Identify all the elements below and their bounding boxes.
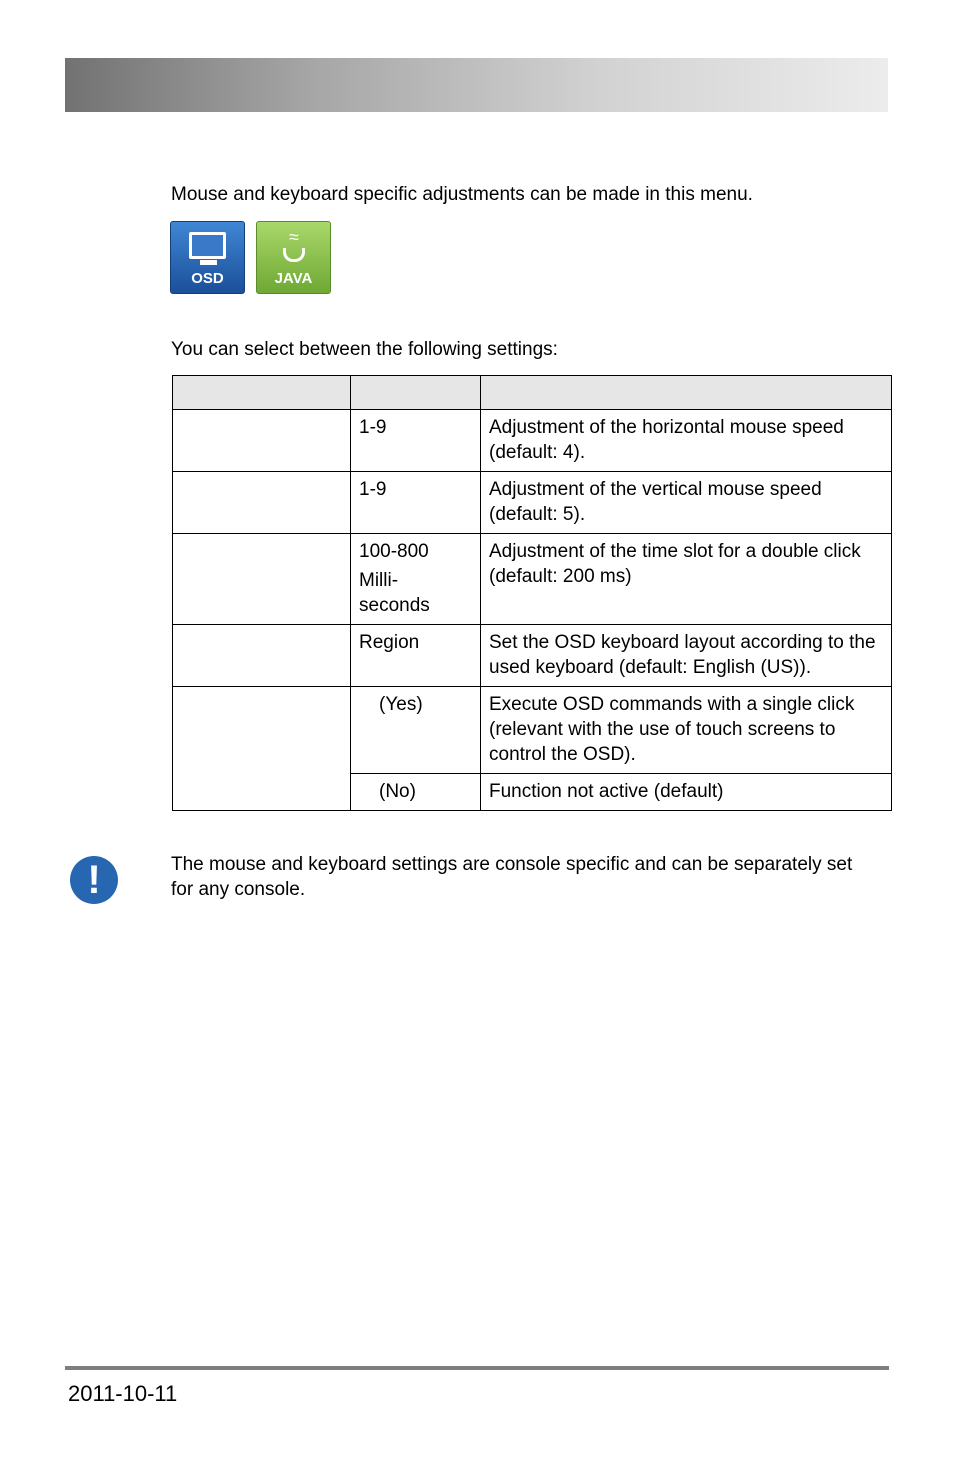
value-cell: (No)	[351, 774, 481, 811]
osd-badge	[170, 221, 245, 294]
note-text: The mouse and keyboard settings are console specific and can be separately set for any console.	[171, 854, 853, 900]
setting-cell	[173, 687, 351, 811]
value-cell: 1-9	[351, 472, 481, 534]
java-badge	[256, 221, 331, 294]
setting-cell	[173, 472, 351, 534]
monitor-stand	[200, 260, 217, 265]
header-bar	[65, 58, 888, 112]
select-text: You can select between the following settings:	[171, 339, 558, 360]
description-cell: Execute OSD commands with a single click (relevant with the use of touch screens to control the OSD).	[481, 687, 892, 774]
java-cup-icon	[283, 248, 305, 262]
header-setting	[173, 376, 351, 410]
exclamation-icon: !	[70, 856, 118, 904]
description-cell: Adjustment of the time slot for a double click (default: 200 ms)	[481, 534, 892, 625]
value-range: 100-800	[359, 541, 429, 562]
intro-text: Mouse and keyboard specific adjustments can be made in this menu.	[171, 184, 753, 205]
settings-table	[172, 375, 892, 811]
description-cell: Set the OSD keyboard layout according to the used keyboard (default: English (US)).	[481, 625, 892, 687]
value-cell: 1-9	[351, 410, 481, 472]
table-row	[173, 625, 892, 687]
value-cell	[351, 534, 481, 625]
setting-cell	[173, 534, 351, 625]
description-cell: Adjustment of the vertical mouse speed (default: 5).	[481, 472, 892, 534]
java-badge-label: JAVA	[274, 270, 313, 287]
footer-date: 2011-10-11	[68, 1381, 178, 1406]
table-row	[173, 472, 892, 534]
table-header-row	[173, 376, 892, 410]
table-row	[173, 687, 892, 774]
monitor-icon	[189, 232, 226, 259]
description-cell: Function not active (default)	[481, 774, 892, 811]
setting-cell	[173, 410, 351, 472]
value-cell: Region	[351, 625, 481, 687]
footer-rule	[65, 1366, 889, 1370]
java-steam-icon: ≈	[289, 227, 299, 247]
value-cell: (Yes)	[351, 687, 481, 774]
table-row	[173, 410, 892, 472]
osd-badge-label: OSD	[191, 270, 224, 287]
header-value	[351, 376, 481, 410]
header-description	[481, 376, 892, 410]
setting-cell	[173, 625, 351, 687]
table-row	[173, 534, 892, 625]
value-unit: Milli-seconds	[359, 570, 430, 616]
description-cell: Adjustment of the horizontal mouse speed (default: 4).	[481, 410, 892, 472]
